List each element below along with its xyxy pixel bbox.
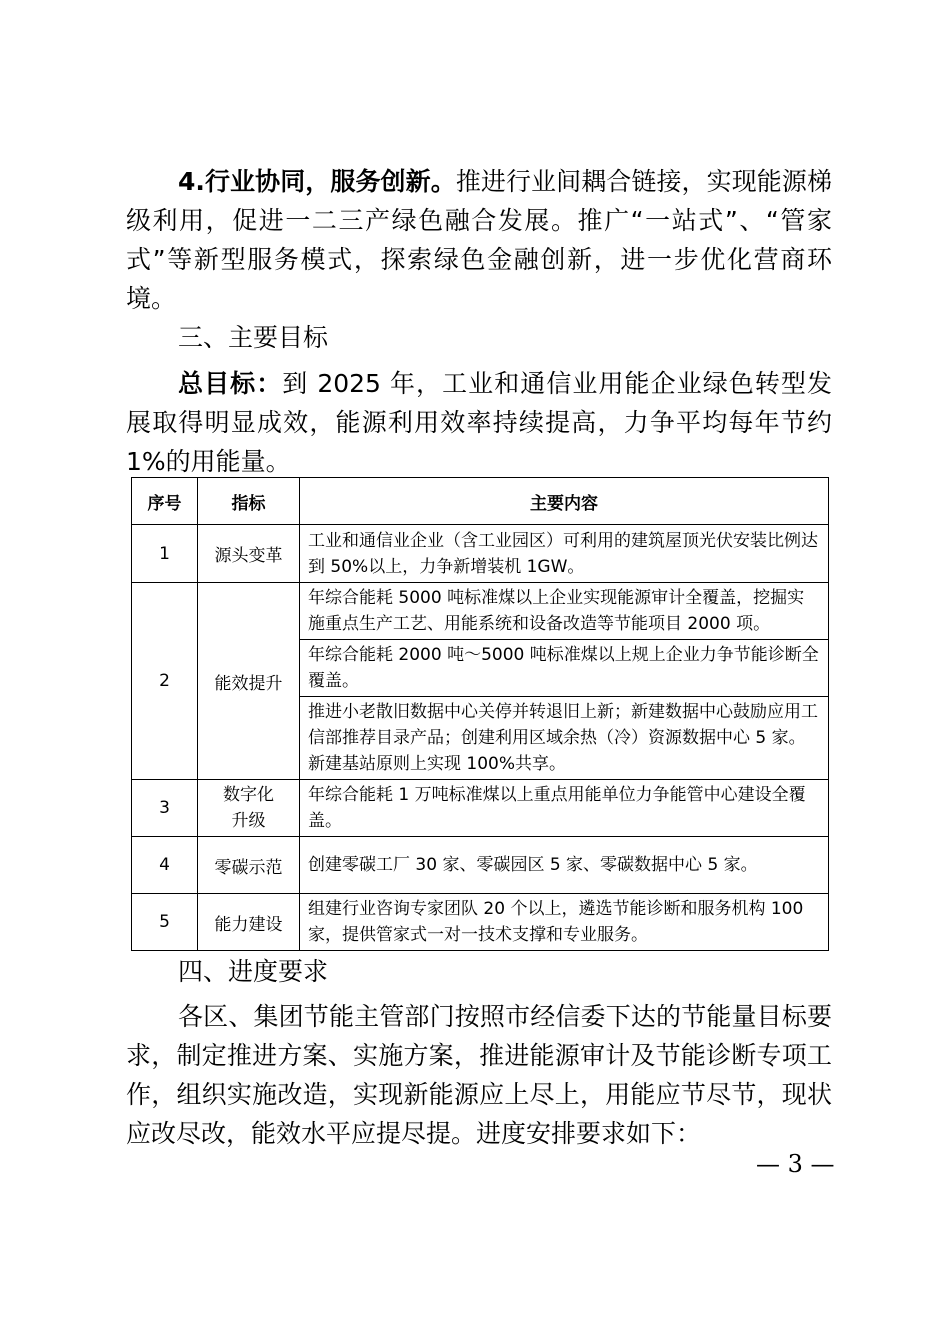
row-indicator: 源头变革 (198, 525, 300, 583)
row-indicator-text: 数字化升级 (223, 785, 274, 831)
row-content: 推进小老散旧数据中心关停并转退旧上新；新建数据中心鼓励应用工信部推荐目录产品；创建利用区域余热（冷）资源数据中心 5 家。新建基站原则上实现 100%共享。 (300, 697, 829, 780)
progress-paragraph: 各区、集团节能主管部门按照市经信委下达的节能量目标要求，制定推进方案、实施方案，推进能源审计及节能诊断专项工作，组织实施改造，实现新能源应上尽上，用能应节尽节，现状应改尽改，能效水平应提尽提。进度安排要求如下： (126, 1002, 832, 1148)
row-indicator: 零碳示范 (198, 837, 300, 894)
targets-table (131, 477, 829, 951)
row-indicator: 能力建设 (198, 894, 300, 951)
row-content: 组建行业咨询专家团队 20 个以上，遴选节能诊断和服务机构 100 家，提供管家式一对一技术支撑和专业服务。 (300, 894, 829, 951)
row-content: 年综合能耗 1 万吨标准煤以上重点用能单位力争能管中心建设全覆盖。 (300, 780, 829, 837)
table-row (132, 525, 829, 583)
table-row (132, 894, 829, 951)
row-content: 工业和通信业企业（含工业园区）可利用的建筑屋顶光伏安装比例达到 50%以上，力争新增装机 1GW。 (300, 525, 829, 583)
overall-target-label: 总目标： (178, 369, 283, 398)
row-number: 2 (132, 583, 198, 780)
page-number: — 3 — (756, 1150, 835, 1178)
section4-paragraph (126, 162, 832, 318)
section4-text: 推进行业间耦合链接，实现能源梯级利用，促进一二三产绿色融合发展。推广“一站式”、“管家式”等新型服务模式，探索绿色金融创新，进一步优化营商环境。 (126, 167, 832, 313)
heading-targets: 三、主要目标 (178, 323, 329, 352)
row-number: 5 (132, 894, 198, 951)
section4-title: 4.行业协同，服务创新。 (178, 167, 456, 196)
table-row (132, 583, 829, 640)
table-row (132, 837, 829, 894)
row-number: 3 (132, 780, 198, 837)
overall-target-paragraph (126, 364, 832, 481)
row-content: 年综合能耗 5000 吨标准煤以上企业实现能源审计全覆盖，挖掘实施重点生产工艺、用能系统和设备改造等节能项目 2000 项。 (300, 583, 829, 640)
header-content: 主要内容 (300, 478, 829, 525)
header-number: 序号 (132, 478, 198, 525)
row-content: 创建零碳工厂 30 家、零碳园区 5 家、零碳数据中心 5 家。 (300, 837, 829, 894)
row-number: 1 (132, 525, 198, 583)
row-indicator: 能效提升 (198, 583, 300, 780)
table-header-row (132, 478, 829, 525)
row-number: 4 (132, 837, 198, 894)
heading-progress: 四、进度要求 (178, 957, 329, 986)
table-row (132, 780, 829, 837)
header-indicator: 指标 (198, 478, 300, 525)
row-indicator (198, 780, 300, 837)
row-content: 年综合能耗 2000 吨～5000 吨标准煤以上规上企业力争节能诊断全覆盖。 (300, 640, 829, 697)
overall-target-text: 到 2025 年，工业和通信业用能企业绿色转型发展取得明显成效，能源利用效率持续提高，力争平均每年节约 1%的用能量。 (126, 369, 832, 476)
